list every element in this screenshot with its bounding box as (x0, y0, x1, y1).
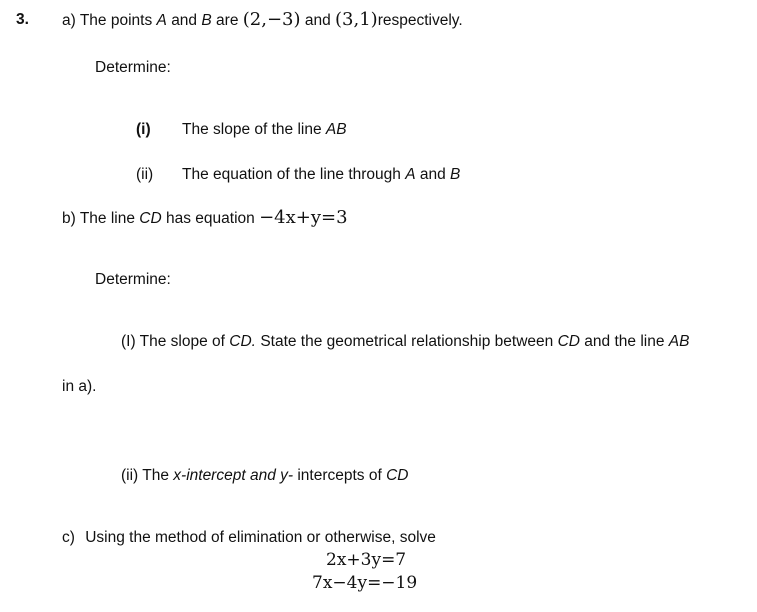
part-a-and: and (171, 12, 198, 29)
point-a-label: A (156, 12, 167, 29)
part-b-ii-text1: The (142, 467, 169, 484)
part-b-text1: The line (79, 210, 135, 227)
part-a-determine: Determine: (95, 59, 171, 76)
part-b-i-ab: AB (668, 333, 690, 350)
coord-a: (2,−3) (242, 9, 301, 30)
part-a-ii-body: The equation of the line through (182, 166, 401, 183)
part-b-label: b) (62, 210, 76, 227)
part-b-i-text1: The slope of (139, 333, 225, 350)
part-b-cd: CD (139, 210, 162, 227)
part-b-i-cd2: CD (557, 333, 580, 350)
part-a-ii-and: and (419, 166, 446, 183)
part-b-ii-label: (ii) (121, 467, 139, 484)
part-a-i-text (182, 120, 347, 140)
part-c-text: Using the method of elimination or otherwise, solve (85, 529, 436, 546)
part-a-statement (62, 10, 463, 31)
coord-b: (3,1) (335, 9, 378, 30)
part-a-respectively: respectively. (377, 12, 463, 29)
part-c-equation-1: 2x+3y=7 (326, 550, 407, 570)
part-b-equation: −4x+y=3 (259, 207, 348, 228)
point-b-label: B (201, 12, 212, 29)
part-b-ii-text (121, 466, 409, 486)
part-a-and2: and (304, 12, 331, 29)
part-b-i-cd: CD. (229, 333, 256, 350)
part-a-ii-b: B (450, 166, 461, 183)
part-b-ii-cd: CD (386, 467, 409, 484)
part-a-text: The points (79, 12, 153, 29)
part-b-ii-text2: intercepts of (297, 467, 382, 484)
part-a-ii-a: A (405, 166, 416, 183)
part-b-text2: has equation (166, 210, 255, 227)
part-a-i-line: AB (325, 121, 347, 138)
part-a-ii-label: (ii) (136, 166, 154, 183)
part-b-ii-y: y- (280, 467, 294, 484)
part-b-i-label: (I) (121, 333, 136, 350)
part-b-statement (62, 208, 348, 229)
part-b-determine: Determine: (95, 271, 171, 288)
part-c-equation-2: 7x−4y=−19 (312, 573, 418, 593)
part-a-ii-text (182, 165, 460, 185)
part-a-are: are (216, 12, 239, 29)
part-c-label: c) (62, 529, 75, 546)
part-a-i-body: The slope of the line (182, 121, 322, 138)
part-b-i-text2: State the geometrical relationship between (260, 333, 554, 350)
part-b-i-text (121, 332, 689, 352)
question-number: 3. (16, 11, 29, 28)
part-b-i-text3: and the line (584, 333, 665, 350)
part-b-ii-x: x-intercept and (173, 467, 276, 484)
part-a-i-label: (i) (136, 121, 151, 138)
part-a-label: a) (62, 12, 76, 29)
part-c-statement (62, 528, 436, 548)
part-b-continuation: in a). (62, 378, 97, 395)
